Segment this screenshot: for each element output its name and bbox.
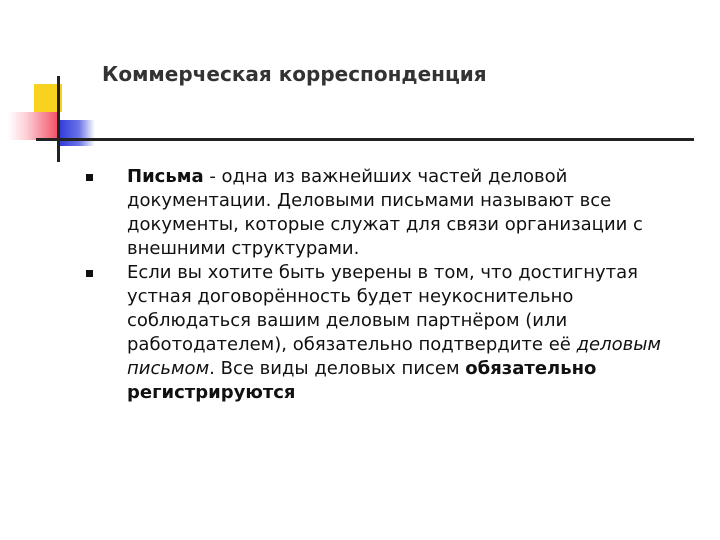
slide-title: Коммерческая корреспонденция [102, 62, 487, 86]
red-bar-decoration [8, 112, 60, 140]
bullet-item-2 [84, 261, 694, 405]
square-bullet-icon [86, 174, 93, 181]
bullet-list [84, 165, 694, 405]
bullet-lead-term: Письма [127, 166, 204, 187]
bullet-text-mid: . Все виды деловых писем [209, 358, 466, 379]
bullet-text-start: Если вы хотите быть уверены в том, что достигнутая устная договорённость будет неукоснительно соблюдаться вашим деловым партнёром (или работодателем), обязательно подтвердите её [127, 262, 638, 355]
vertical-rule [57, 76, 60, 162]
square-bullet-icon [86, 270, 93, 277]
bullet-bold-phrase: обязательно регистрируются [127, 358, 597, 403]
bullet-italic-phrase: деловым письмом [127, 334, 661, 379]
bullet-item-1 [84, 165, 694, 261]
blue-bar-decoration [59, 120, 95, 146]
bullet-text: - одна из важнейших частей деловой документации. Деловыми письмами называют все документы, которые служат для связи организации с внешними структурами. [127, 166, 643, 259]
title-underline-rule [36, 138, 694, 141]
